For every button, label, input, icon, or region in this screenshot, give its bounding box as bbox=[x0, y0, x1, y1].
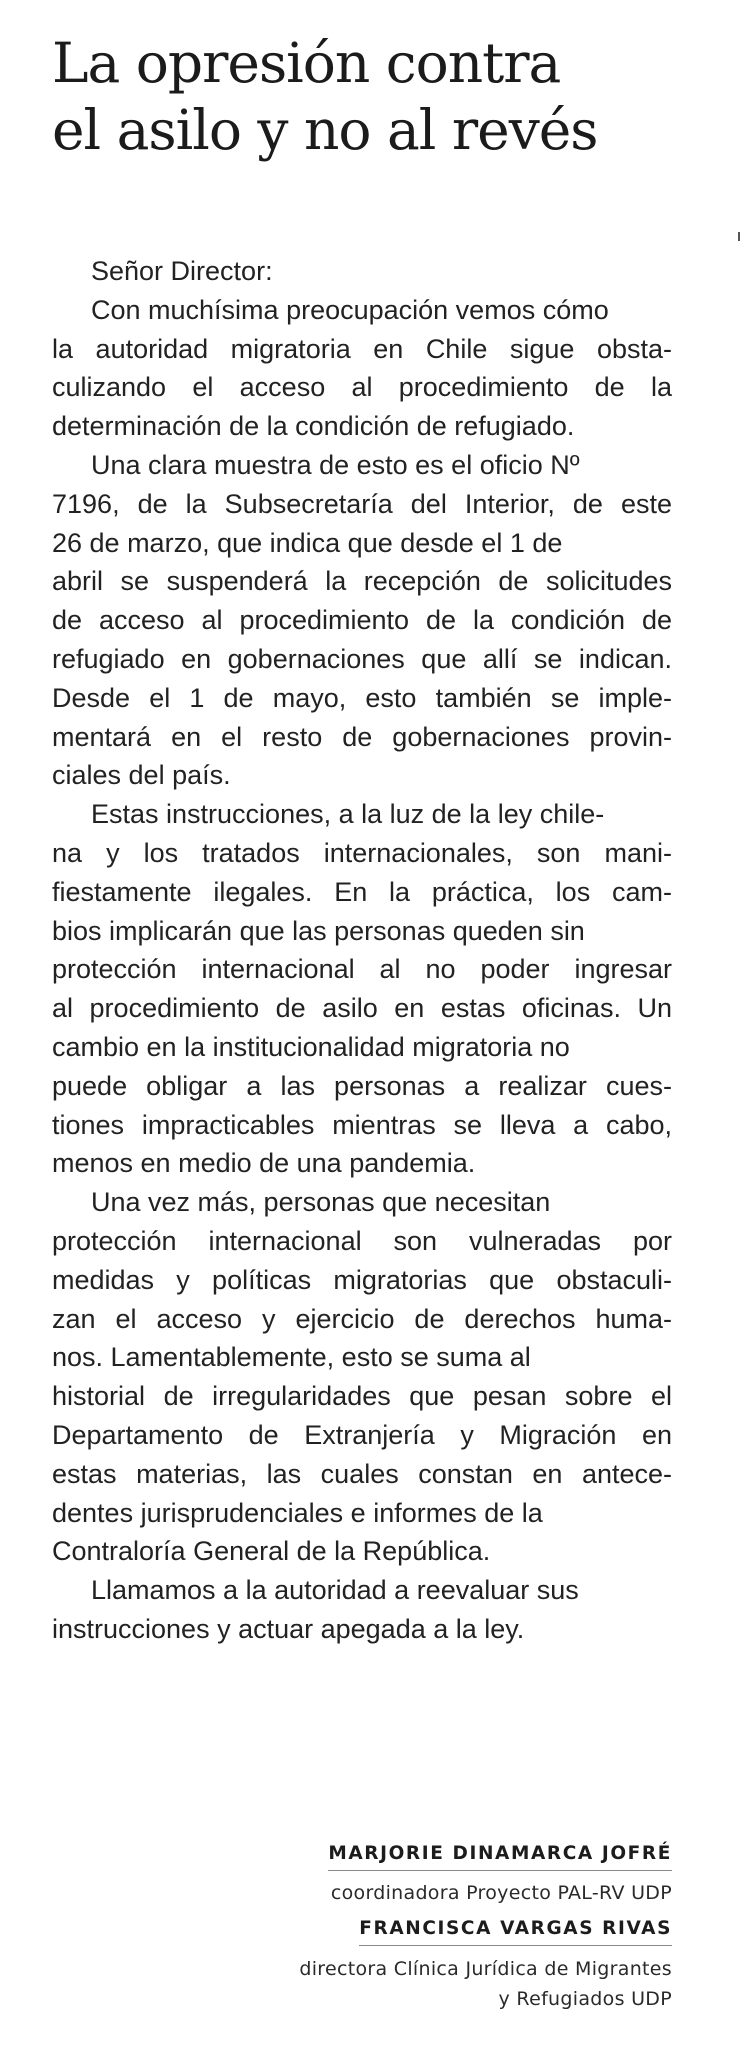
headline-line-2: el asilo y no al revés bbox=[52, 98, 598, 162]
salutation: Señor Director: bbox=[91, 256, 273, 286]
text-line: abril se suspenderá la recepción de solicitudes bbox=[52, 566, 672, 597]
text-line: cambio en la institucionalidad migratoria no bbox=[52, 1031, 570, 1062]
text-line: Con muchísima preocupación vemos cómo bbox=[91, 294, 609, 325]
signature-2-role-line: directora Clínica Jurídica de Migrantes bbox=[299, 1958, 672, 1980]
text-line: Contraloría General de la República. bbox=[52, 1536, 491, 1567]
text-line: zan el acceso y ejercicio de derechos huma- bbox=[52, 1303, 672, 1334]
text-line: instrucciones y actuar apegada a la ley. bbox=[52, 1613, 525, 1644]
signature-1-divider bbox=[328, 1870, 672, 1871]
headline bbox=[52, 30, 712, 164]
signature-1-role-line: coordinadora Proyecto PAL-RV UDP bbox=[330, 1882, 672, 1904]
signature-2-role-line: y Refugiados UDP bbox=[498, 1988, 672, 2010]
signature-1-name-block bbox=[328, 1843, 672, 1871]
signature-2-divider bbox=[359, 1945, 672, 1946]
text-line: Estas instrucciones, a la luz de la ley chile- bbox=[91, 799, 605, 830]
signature-2-name-block bbox=[359, 1918, 672, 1946]
text-line: refugiado en gobernaciones que allí se indican. bbox=[52, 643, 672, 674]
text-line: estas materias, las cuales constan en antece- bbox=[52, 1458, 672, 1489]
text-line: 26 de marzo, que indica que desde el 1 de bbox=[52, 527, 563, 558]
text-line: protección internacional al no poder ingresar bbox=[52, 954, 672, 985]
text-line: Una clara muestra de esto es el oficio Nº bbox=[91, 449, 580, 480]
text-line: tiones impracticables mientras se lleva a cabo, bbox=[52, 1109, 672, 1140]
text-line: historial de irregularidades que pesan sobre el bbox=[52, 1381, 672, 1412]
text-line: la autoridad migratoria en Chile sigue obsta- bbox=[52, 333, 672, 364]
text-line: de acceso al procedimiento de la condición de bbox=[52, 605, 672, 636]
text-line: Departamento de Extranjería y Migración en bbox=[52, 1419, 672, 1450]
text-line: mentará en el resto de gobernaciones provin- bbox=[52, 721, 672, 752]
headline-line-1: La opresión contra bbox=[52, 31, 561, 95]
paragraph-2 bbox=[52, 446, 672, 795]
paragraph-5 bbox=[52, 1571, 672, 1649]
paragraph-1 bbox=[52, 291, 672, 446]
text-line: ciales del país. bbox=[52, 760, 231, 791]
paragraph-3 bbox=[52, 795, 672, 1183]
text-line: Desde el 1 de mayo, esto también se imple- bbox=[52, 682, 672, 713]
text-line: bios implicarán que las personas queden sin bbox=[52, 915, 585, 946]
signature-2-role bbox=[299, 1954, 672, 2014]
text-line: protección internacional son vulneradas por bbox=[52, 1225, 672, 1256]
paragraph-4 bbox=[52, 1183, 672, 1571]
signature-1-name: MARJORIE DINAMARCA JOFRÉ bbox=[328, 1843, 672, 1864]
text-line: Llamamos a la autoridad a reevaluar sus bbox=[91, 1575, 579, 1606]
text-line: dentes jurisprudenciales e informes de la bbox=[52, 1497, 543, 1528]
text-line: al procedimiento de asilo en estas oficinas. Un bbox=[52, 993, 672, 1024]
text-line: 7196, de la Subsecretaría del Interior, de este bbox=[52, 488, 672, 519]
text-line: na y los tratados internacionales, son mani- bbox=[52, 837, 672, 868]
text-line: medidas y políticas migratorias que obstaculi- bbox=[52, 1264, 672, 1295]
text-line: Una vez más, personas que necesitan bbox=[91, 1187, 551, 1218]
text-line: fiestamente ilegales. En la práctica, los cam- bbox=[52, 876, 672, 907]
text-line: nos. Lamentablemente, esto se suma al bbox=[52, 1342, 531, 1373]
signature-1-role bbox=[331, 1878, 672, 1908]
text-line: menos en medio de una pandemia. bbox=[52, 1148, 476, 1179]
text-line: determinación de la condición de refugiado. bbox=[52, 411, 575, 442]
letter-body bbox=[52, 252, 672, 1649]
text-line: puede obligar a las personas a realizar cues- bbox=[52, 1070, 672, 1101]
signature-2-name: FRANCISCA VARGAS RIVAS bbox=[359, 1918, 672, 1939]
text-line: culizando el acceso al procedimiento de la bbox=[52, 372, 672, 403]
